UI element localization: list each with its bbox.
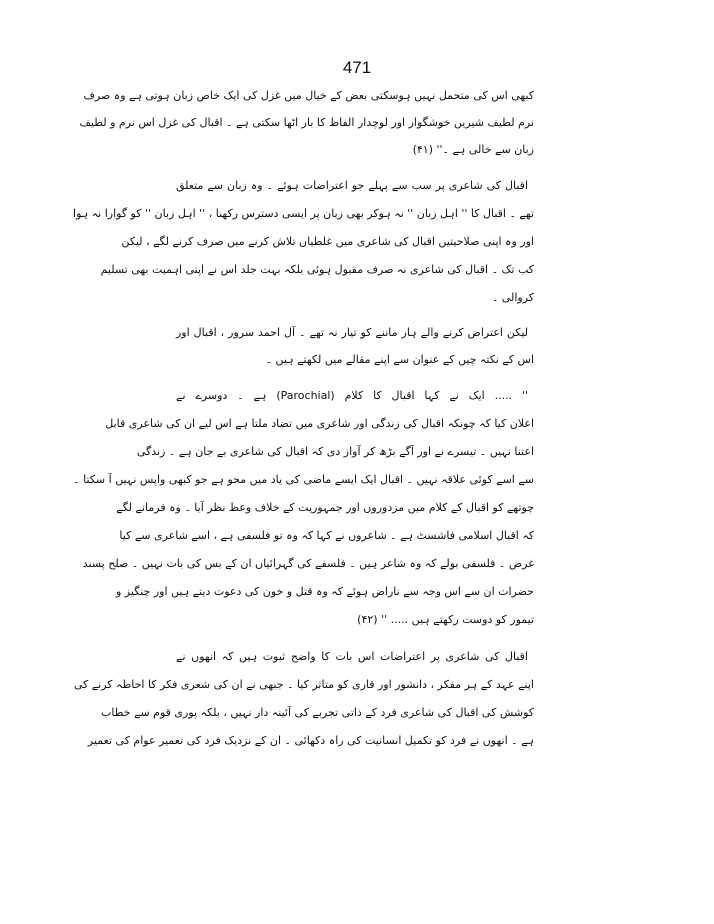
text-line: نرم لطیف شیریں خوشگوار اور لوچدار الفاظ کا بار اٹھا سکتی ہے ۔ اقبال کی غزل اس نرم و لطیف — [79, 116, 534, 129]
text-line: کبھی اس کی متحمل نہیں ہوسکتی بعض کے خیال میں غزل کی ایک خاص زبان ہوتی ہے وہ صرف — [83, 89, 534, 102]
text-line: اقبال کی شاعری پر اعتراضات اس بات کا واضح ثبوت ہیں کہ انھوں نے — [176, 650, 528, 663]
text-line: '' ..... ایک نے کہا اقبال کا کلام (Parochial) ہے ۔ دوسرے نے — [176, 389, 528, 402]
text-line: اپنے عہد کے ہر مفکر ، دانشور اور قاری کو متاثر کیا ۔ جبھی نے ان کی شعری فکر کا احاطہ کرنے کی — [73, 678, 534, 691]
text-line: اور وہ اپنی صلاحیتیں اقبال کی شاعری میں غلطیاں تلاش کرنے میں صرف کرنے لگے ، لیکن — [121, 235, 534, 248]
text-line: غرض ۔ فلسفی بولے کہ وہ شاعر ہیں ۔ فلسفے کی گہرائیاں ان کے بس کی بات نہیں ۔ صلح پسند — [82, 557, 534, 570]
text-line: تھے ۔ اقبال کا '' اہل زبان '' نہ ہوکر بھی زبان پر ایسی دسترس رکھنا ، '' اہل زبان '' کو گوارا نہ ہوا — [73, 207, 534, 220]
text-line: کہ اقبال اسلامی فاشسٹ ہے ۔ شاعروں نے کہا کہ وہ تو فلسفی ہے ، اسے شاعری سے کیا — [119, 529, 534, 542]
text-line: ہے ۔ انھوں نے فرد کو تکمیل انسانیت کی راہ دکھائی ۔ ان کے نزدیک فرد کی تعمیر عوام کی تعمیر — [87, 734, 534, 747]
text-line: کب تک ۔ اقبال کی شاعری نہ صرف مقبول ہوئی بلکہ بہت جلد اس نے اپنی اہمیت بھی تسلیم — [100, 263, 534, 276]
text-line: اس کے نکتہ چیں کے عنوان سے اپنے مقالے میں لکھتے ہیں ۔ — [265, 353, 534, 366]
text-line: اعلان کیا کہ چونکہ اقبال کی زندگی اور شاعری میں تضاد ملتا ہے اس لیے ان کی شاعری قابل — [105, 417, 534, 430]
text-line: اقبال کی شاعری پر سب سے پہلے جو اعتراضات ہوئے ۔ وہ زبان سے متعلق — [176, 179, 528, 192]
page-number: 471 — [342, 58, 372, 77]
text-line: تیمور کو دوست رکھتے ہیں ..... '' (۴۲) — [357, 613, 534, 626]
text-line: چوتھے کو اقبال کے کلام میں مزدوروں اور جمہوریت کے خلاف وعظ نظر آیا ۔ وہ فرمانے لگے — [116, 501, 534, 514]
text-line: کروالی ۔ — [491, 291, 534, 304]
text-line: سے اسے کوئی علاقہ نہیں ۔ اقبال ایک ایسے ماضی کی یاد میں محو ہے جو کبھی واپس نہیں آ سکتا ۔ — [73, 473, 534, 486]
text-line: کوشش کی اقبال کی شاعری فرد کے ذاتی تجربے کی آئینہ دار نہیں ، بلکہ پوری قوم سے خطاب — [101, 706, 534, 719]
text-line: زبان سے خالی ہے ۔'' (۴۱) — [412, 143, 534, 156]
text-line: حضرات ان سے اس وجہ سے ناراض ہوئے کہ وہ قتل و خون کی دعوت دیتے ہیں اور چنگیز و — [115, 585, 534, 598]
text-line: اعتنا نہیں ۔ تیسرے نے اور آگے بڑھ کر آواز دی کہ اقبال کی شاعری بے جان ہے ۔ زندگی — [136, 445, 534, 458]
text-line: لیکن اعتراض کرنے والے ہار ماننے کو تیار نہ تھے ۔ آل احمد سرور ، اقبال اور — [176, 326, 528, 339]
